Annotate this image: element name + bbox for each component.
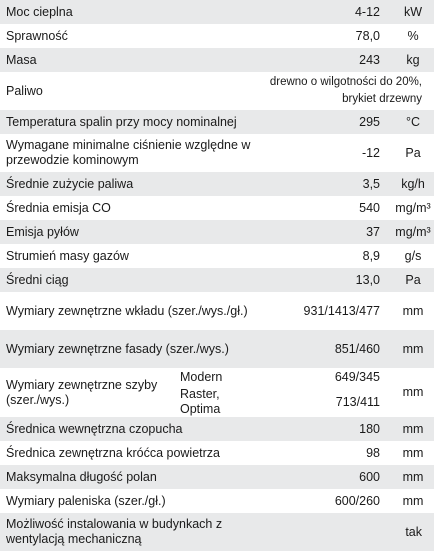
spec-unit: mm: [402, 385, 424, 399]
spec-unit: mm: [392, 465, 434, 489]
spec-row-flue-diameter: [0, 417, 434, 441]
spec-value: 540: [359, 200, 381, 215]
spec-unit: Pa: [392, 268, 434, 292]
spec-label: Paliwo: [6, 83, 43, 98]
spec-row-air-inlet-diameter: [0, 441, 434, 465]
spec-row-flue-temp: [0, 110, 434, 134]
spec-row-facade-dimensions: [0, 330, 434, 368]
spec-variant-value: 713/411: [335, 394, 381, 409]
spec-value: tak: [254, 513, 434, 551]
spec-value: 13,0: [254, 268, 392, 292]
spec-value: 295: [254, 110, 392, 134]
spec-unit: kg/h: [392, 172, 434, 196]
spec-value: 931/1413/477: [303, 303, 381, 318]
spec-row-mechanical-ventilation: [0, 513, 434, 551]
spec-label: Średnica wewnętrzna czopucha: [0, 417, 254, 441]
spec-value: 600: [254, 465, 392, 489]
spec-label: Emisja pyłów: [0, 220, 254, 244]
spec-row-chimney-pressure: [0, 134, 434, 172]
spec-value: -12: [361, 145, 381, 160]
spec-unit: kW: [392, 0, 434, 24]
spec-row-dust-emission: [0, 220, 434, 244]
spec-row-gas-mass-flow: [0, 244, 434, 268]
spec-value: drewno o wilgotności do 20%, brykiet drzewny: [269, 76, 423, 105]
spec-label: Średnica zewnętrzna króćca powietrza: [6, 445, 220, 460]
spec-value: 600/260: [334, 493, 381, 508]
spec-label: Wymiary zewnętrzne wkładu (szer./wys./gł.): [6, 303, 248, 318]
spec-value: 8,9: [362, 248, 381, 263]
spec-unit: mm: [402, 303, 424, 318]
spec-unit: Pa: [405, 145, 421, 160]
spec-label: Wymiary zewnętrzne fasady (szer./wys.): [0, 330, 254, 368]
spec-label: Wymiary zewnętrzne szyby (szer./wys.): [6, 377, 158, 407]
spec-label: Możliwość instalowania w budynkach z wentylacją mechaniczną: [0, 513, 254, 551]
spec-row-heat-output: [0, 0, 434, 24]
spec-unit: mm: [402, 445, 424, 460]
spec-value: 4-12: [254, 0, 392, 24]
spec-label: Średni ciąg: [0, 268, 254, 292]
spec-label: Średnie zużycie paliwa: [0, 172, 254, 196]
spec-row-glass-dimensions: [0, 368, 434, 387]
spec-row-mass: [0, 48, 434, 72]
spec-value: 243: [254, 48, 392, 72]
spec-variant-name: Raster, Optima: [180, 387, 221, 416]
spec-unit: kg: [392, 48, 434, 72]
spec-label: Temperatura spalin przy mocy nominalnej: [0, 110, 254, 134]
spec-unit: °C: [392, 110, 434, 134]
spec-value: 78,0: [355, 28, 381, 43]
spec-row-fuel-consumption: [0, 172, 434, 196]
spec-variant-value: 649/345: [334, 370, 381, 384]
spec-value: 3,5: [254, 172, 392, 196]
spec-unit: mg/m³: [395, 200, 431, 215]
spec-unit: g/s: [404, 248, 422, 263]
spec-label: Wymiary paleniska (szer./gł.): [6, 493, 166, 508]
spec-unit: %: [407, 28, 419, 43]
spec-row-draught: [0, 268, 434, 292]
spec-unit: mm: [392, 417, 434, 441]
spec-unit: mm: [392, 330, 434, 368]
spec-row-fuel: [0, 72, 434, 110]
spec-label: Maksymalna długość polan: [0, 465, 254, 489]
spec-row-firebox-dimensions: [0, 489, 434, 513]
spec-label: Średnia emisja CO: [6, 200, 111, 215]
spec-row-efficiency: [0, 24, 434, 48]
spec-value: 851/460: [254, 330, 392, 368]
spec-label: Wymagane minimalne ciśnienie względne w przewodzie kominowym: [6, 138, 251, 167]
spec-row-max-log-length: [0, 465, 434, 489]
spec-label: Moc cieplna: [0, 0, 254, 24]
spec-value: 37: [254, 220, 392, 244]
spec-value: 180: [254, 417, 392, 441]
spec-row-co-emission: [0, 196, 434, 220]
spec-label: Sprawność: [6, 28, 68, 43]
spec-unit: mg/m³: [392, 220, 434, 244]
spec-value: 98: [366, 445, 381, 460]
spec-label: Strumień masy gazów: [6, 248, 129, 263]
spec-variant-name: Modern: [180, 370, 223, 384]
spec-row-insert-dimensions: [0, 292, 434, 330]
spec-label: Masa: [0, 48, 254, 72]
spec-unit: mm: [402, 493, 424, 508]
